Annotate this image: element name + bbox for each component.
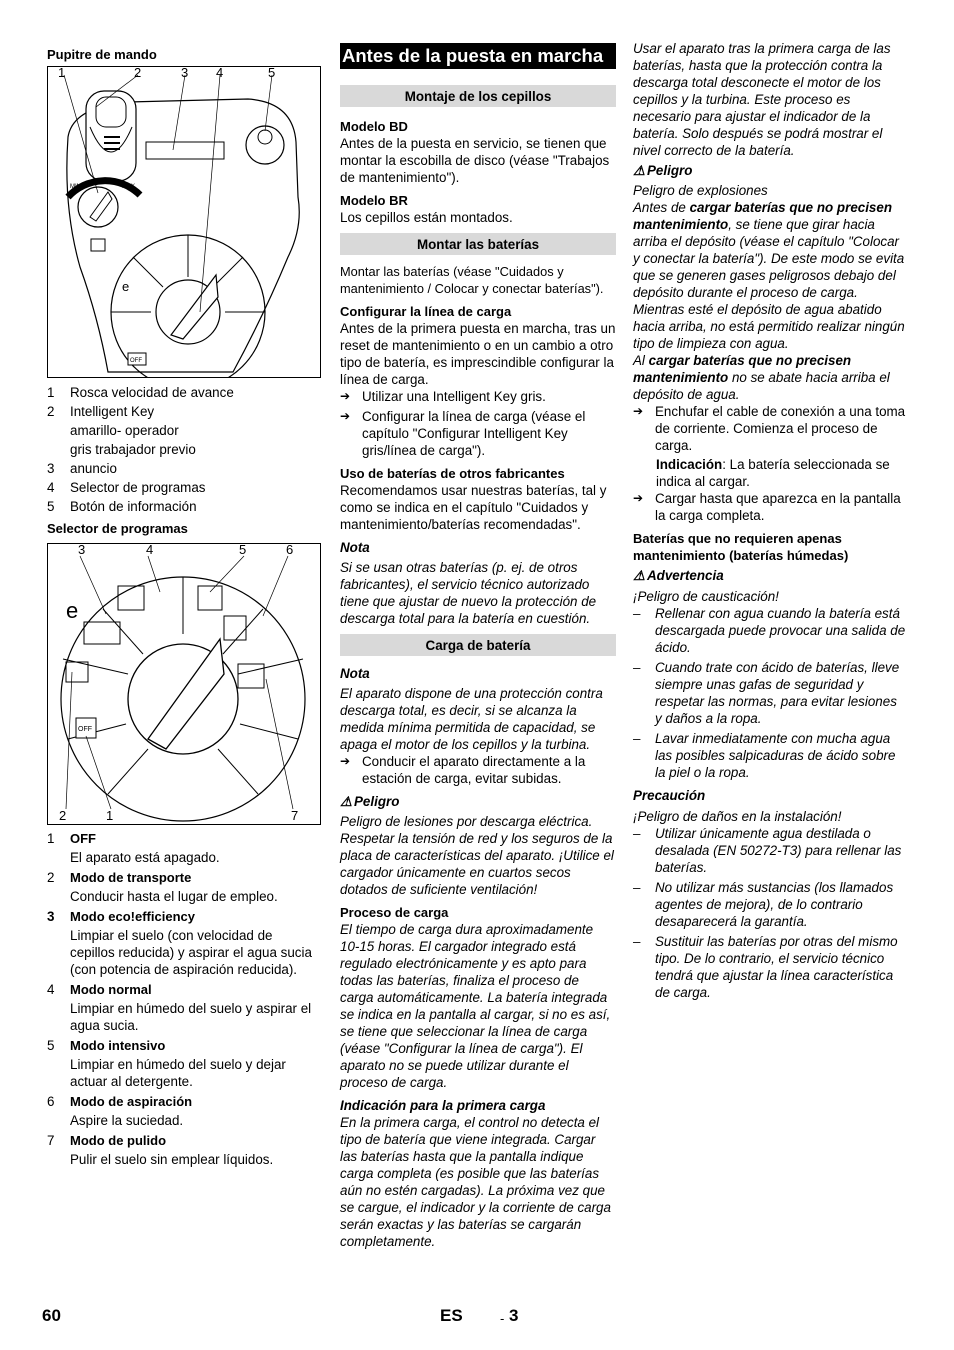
list-item xyxy=(47,869,320,886)
callout: 3 xyxy=(181,65,189,80)
callout: 1 xyxy=(58,65,66,80)
item-heading: Modo intensivo xyxy=(70,1038,166,1053)
language-code: ES xyxy=(440,1306,463,1325)
item-num: 3 xyxy=(47,461,55,476)
item-num: 4 xyxy=(47,480,55,495)
dash-item xyxy=(633,879,907,930)
item-num: 5 xyxy=(47,499,55,514)
list-item xyxy=(47,403,320,420)
list-item xyxy=(47,441,320,458)
item-heading: Modo de aspiración xyxy=(70,1094,193,1109)
arrow-icon: ➔ xyxy=(633,491,644,505)
text-nota-2: El aparato dispone de una protección contra descarga total, es decir, si se alcanza la medida mínima permitida de capacidad, se apaga el motor de los cepillos y la turbina. xyxy=(340,686,603,752)
arrow-icon: ➔ xyxy=(340,754,351,768)
heading-proceso-carga: Proceso de carga xyxy=(340,905,449,920)
callout: 5 xyxy=(268,65,276,80)
heading-peligro xyxy=(340,793,616,810)
dash-item xyxy=(633,659,907,727)
callout: 1 xyxy=(106,808,114,823)
heading-advertencia xyxy=(633,567,907,584)
program-selector-drawing xyxy=(48,544,320,824)
heading-peligro xyxy=(633,162,907,179)
control-panel-figure xyxy=(47,66,321,378)
item-num: 1 xyxy=(47,385,55,400)
section-bar-baterias: Montar las baterías xyxy=(340,233,616,255)
callout: 6 xyxy=(286,542,294,557)
callout: 2 xyxy=(134,65,142,80)
p1-c: , se tiene que girar hacia arriba el depósito (véase el capítulo "Colocar y conectar la batería"). De este modo se evita que se generen gases peligrosos debajo del depósito durante el proceso de carga. xyxy=(633,217,905,300)
fig1-min-label: MIN xyxy=(70,184,81,190)
item-desc: Aspire la suciedad. xyxy=(70,1113,184,1128)
list-item xyxy=(47,908,320,925)
text-intro: Usar el aparato tras la primera carga de las baterías, hasta que la protección contra la descarga total desconecte el motor de los cepillos y la turbina. Este proceso es necesario para ajustar el indicador de la batería. Solo después se podrá mostrar el nivel correcto de la batería. xyxy=(633,41,891,158)
arrow-item xyxy=(633,490,907,524)
text-modelo-br: Los cepillos están montados. xyxy=(340,210,513,225)
fig1-off-label: OFF xyxy=(130,358,142,364)
arrow-text: Enchufar el cable de conexión a una toma de corriente. Comienza el proceso de carga. xyxy=(655,404,906,453)
column-right xyxy=(633,40,907,1001)
arrow-icon: ➔ xyxy=(633,404,644,418)
arrow-icon: ➔ xyxy=(340,389,351,403)
item-desc: Limpiar en húmedo del suelo y aspirar el agua sucia. xyxy=(70,1001,312,1033)
item-heading: OFF xyxy=(70,831,96,846)
list-item xyxy=(47,384,320,401)
heading-precaucion: Precaución xyxy=(633,788,706,803)
heading-baterias-humedas: Baterías que no requieren apenas mantenimiento (baterías húmedas) xyxy=(633,531,849,563)
dash-icon: – xyxy=(633,826,641,841)
text-peligro-p1 xyxy=(633,199,907,301)
control-panel-drawing xyxy=(48,67,320,377)
item-text: Botón de información xyxy=(70,499,197,514)
item-text: amarillo- operador xyxy=(70,423,179,438)
arrow-item xyxy=(340,408,616,459)
list-item xyxy=(47,460,320,477)
text-montar-baterias: Montar las baterías (véase "Cuidados y mantenimiento / Colocar y conectar baterías"). xyxy=(340,264,604,296)
dash-item xyxy=(633,605,907,656)
dash-text: Cuando trate con ácido de baterías, lleve siempre unas gafas de seguridad y respetar las normas, para evitar lesiones y daños a la ropa. xyxy=(655,660,900,726)
text-peligro: Peligro de lesiones por descarga eléctrica. Respetar la tensión de red y los seguros de la placa de características del aparato. ¡Utilice el cargador únicamente en cuartos secos dotados de suficiente ventilación! xyxy=(340,814,614,897)
text-modelo-bd: Antes de la puesta en servicio, se tienen que montar la escobilla de disco (véase "Trabajos de mantenimiento"). xyxy=(340,136,610,185)
list-item xyxy=(47,830,320,847)
text-proceso-carga: El tiempo de carga dura aproximadamente 10-15 horas. El cargador integrado está regulado electrónicamente y es apto para todas las baterías, finaliza el proceso de carga automáticamente. La batería integrada se indica en la pantalla al cargar, si no es así, se tiene que seleccionar la línea de carga (véase "Configurar la línea de carga"). El aparato no se puede utilizar durante el proceso de carga. xyxy=(340,922,611,1090)
dash-text: Rellenar con agua cuando la batería está descargada puede provocar una salida de ácido. xyxy=(655,606,906,655)
peligro-label: Peligro xyxy=(647,163,693,178)
advertencia-label: Advertencia xyxy=(647,568,724,583)
item-num xyxy=(47,441,70,458)
dash-text: Utilizar únicamente agua destilada o desalada (EN 50272-T3) para rellenar las baterías. xyxy=(655,826,902,875)
warning-icon: ⚠ xyxy=(340,794,353,809)
dash-icon: – xyxy=(633,934,641,949)
column-left xyxy=(47,40,320,1168)
item-text: gris trabajador previo xyxy=(70,442,196,457)
dash-text: Lavar inmediatamente con mucha agua las posibles salpicaduras de ácido sobre la piel o la ropa. xyxy=(655,731,896,780)
fig2-off-label: OFF xyxy=(78,726,92,733)
list-control-panel xyxy=(47,384,320,515)
item-text: anuncio xyxy=(70,461,117,476)
p3-c: no se abate hacia arriba el depósito de agua. xyxy=(633,370,890,402)
arrow-item xyxy=(340,388,616,405)
text-uso-baterias: Recomendamos usar nuestras baterías, tal y como se indica en el capítulo "Cuidados y mantenimiento/baterías recomendadas". xyxy=(340,483,607,532)
indicacion-text: : La batería seleccionada se indica al cargar. xyxy=(656,457,890,489)
p3-a: Al xyxy=(633,353,649,368)
dash-item xyxy=(633,933,907,1001)
peligro-label: Peligro xyxy=(354,794,400,809)
callout: 2 xyxy=(59,808,67,823)
list-item xyxy=(47,498,320,515)
item-num: 4 xyxy=(47,982,55,997)
callout: 4 xyxy=(146,542,154,557)
callout: 7 xyxy=(291,808,299,823)
text-configurar: Antes de la primera puesta en marcha, tras un reset de mantenimiento o en un cambio a otro tipo de batería, es imprescindible configurar la línea de carga. xyxy=(340,321,616,387)
list-item xyxy=(47,981,320,998)
item-text: Rosca velocidad de avance xyxy=(70,385,234,400)
dash-icon: – xyxy=(633,606,641,621)
text-indicacion: En la primera carga, el control no detecta el tipo de batería que viene integrada. Cargar las baterías hasta que la pantalla indique carga completa (es posible que las baterías aún no estén cargadas). La próxima vez que se cargue, el indicador y la corriente de carga serán exactas y las baterías se cargarán completamente. xyxy=(340,1115,611,1249)
callout: 3 xyxy=(78,542,86,557)
heading-nota-1: Nota xyxy=(340,540,370,555)
item-text: Intelligent Key xyxy=(70,404,155,419)
text-peligro-sub: Peligro de explosiones xyxy=(633,183,768,198)
heading-configurar: Configurar la línea de carga xyxy=(340,304,512,319)
main-heading: Antes de la puesta en marcha xyxy=(340,43,616,69)
text-precaucion-sub: ¡Peligro de daños en la instalación! xyxy=(633,809,842,824)
fig1-title: Pupitre de mando xyxy=(47,47,157,62)
indicacion-label: Indicación xyxy=(656,457,723,472)
arrow-icon: ➔ xyxy=(340,409,351,423)
item-num: 7 xyxy=(47,1133,55,1148)
heading-nota-2: Nota xyxy=(340,666,370,681)
arrow-text: Configurar la línea de carga (véase el capítulo "Configurar Intelligent Key gris/línea de carga"). xyxy=(362,409,586,458)
list-item xyxy=(47,1037,320,1054)
text-nota-1: Si se usan otras baterías (p. ej. de otros fabricantes), el servicio técnico autorizado tiene que ajustar de nuevo la protección de descarga total para la batería en cuestión. xyxy=(340,560,597,626)
callout: 4 xyxy=(216,65,224,80)
item-num: 2 xyxy=(47,404,55,419)
fig2-e-label: e xyxy=(66,598,79,623)
dash-text: No utilizar más sustancias (los llamados agentes de mejora), de lo contrario desaparecerá la garantía. xyxy=(655,880,894,929)
item-num: 6 xyxy=(47,1094,55,1109)
item-desc: El aparato está apagado. xyxy=(70,850,220,865)
item-heading: Modo normal xyxy=(70,982,152,997)
dash-icon: – xyxy=(633,660,641,675)
program-selector-figure xyxy=(47,543,321,825)
section-page-number: 3 xyxy=(509,1306,519,1325)
item-heading: Modo de transporte xyxy=(70,870,192,885)
item-desc: Limpiar en húmedo del suelo y dejar actuar al detergente. xyxy=(70,1057,286,1089)
fig1-e-label: e xyxy=(122,279,130,294)
arrow-text: Conducir el aparato directamente a la estación de carga, evitar subidas. xyxy=(362,754,586,786)
footer-separator: - xyxy=(500,1311,505,1326)
arrow-text: Cargar hasta que aparezca en la pantalla la carga completa. xyxy=(655,491,901,523)
section-bar-carga: Carga de batería xyxy=(340,634,616,656)
arrow-text: Utilizar una Intelligent Key gris. xyxy=(362,389,546,404)
heading-modelo-br: Modelo BR xyxy=(340,193,408,208)
warning-icon: ⚠ xyxy=(633,568,646,583)
item-text: Selector de programas xyxy=(70,480,206,495)
item-heading: Modo eco!efficiency xyxy=(70,909,195,924)
item-desc: Pulir el suelo sin emplear líquidos. xyxy=(70,1152,274,1167)
text-indicacion xyxy=(633,456,907,490)
text-peligro-p2: Mientras esté el depósito de agua abatido hacia arriba, no está permitido realizar ningún tipo de limpieza con agua. xyxy=(633,302,905,351)
fig1-max-label: MAX xyxy=(122,184,136,190)
arrow-item xyxy=(633,403,907,454)
item-heading: Modo de pulido xyxy=(70,1133,167,1148)
column-middle xyxy=(340,40,616,1250)
text-advertencia-sub: ¡Peligro de causticación! xyxy=(633,589,779,604)
text-peligro-p3 xyxy=(633,352,907,403)
item-num: 3 xyxy=(47,909,55,924)
heading-modelo-bd: Modelo BD xyxy=(340,119,408,134)
list-program-modes xyxy=(47,830,320,1168)
dash-icon: – xyxy=(633,731,641,746)
p1-a: Antes de xyxy=(633,200,690,215)
list-item xyxy=(47,1093,320,1110)
section-bar-montaje: Montaje de los cepillos xyxy=(340,85,616,107)
item-num: 5 xyxy=(47,1038,55,1053)
list-item xyxy=(47,1132,320,1149)
p1-b: cargar baterías que no precisen mantenimiento xyxy=(633,200,893,232)
list-item xyxy=(47,479,320,496)
heading-indicacion: Indicación para la primera carga xyxy=(340,1098,546,1113)
dash-text: Sustituir las baterías por otras del mismo tipo. De lo contrario, el servicio técnico tendrá que ajustar la línea característica de carga. xyxy=(655,934,898,1000)
list-item xyxy=(47,422,320,439)
callout: 5 xyxy=(239,542,247,557)
heading-uso-baterias: Uso de baterías de otros fabricantes xyxy=(340,466,565,481)
dash-item xyxy=(633,825,907,876)
item-num: 1 xyxy=(47,831,55,846)
item-num: 2 xyxy=(47,870,55,885)
warning-icon: ⚠ xyxy=(633,163,646,178)
dash-icon: – xyxy=(633,880,641,895)
arrow-item xyxy=(340,753,616,787)
item-desc: Limpiar el suelo (con velocidad de cepillos reducida) y aspirar el agua sucia (con potencia de aspiración reducida). xyxy=(70,928,312,977)
dash-item xyxy=(633,730,907,781)
item-desc: Conducir hasta el lugar de empleo. xyxy=(70,889,278,904)
p3-b: cargar baterías que no precisen mantenimiento xyxy=(633,353,852,385)
fig2-title: Selector de programas xyxy=(47,521,188,536)
item-num xyxy=(47,422,70,439)
page-number: 60 xyxy=(42,1306,61,1325)
